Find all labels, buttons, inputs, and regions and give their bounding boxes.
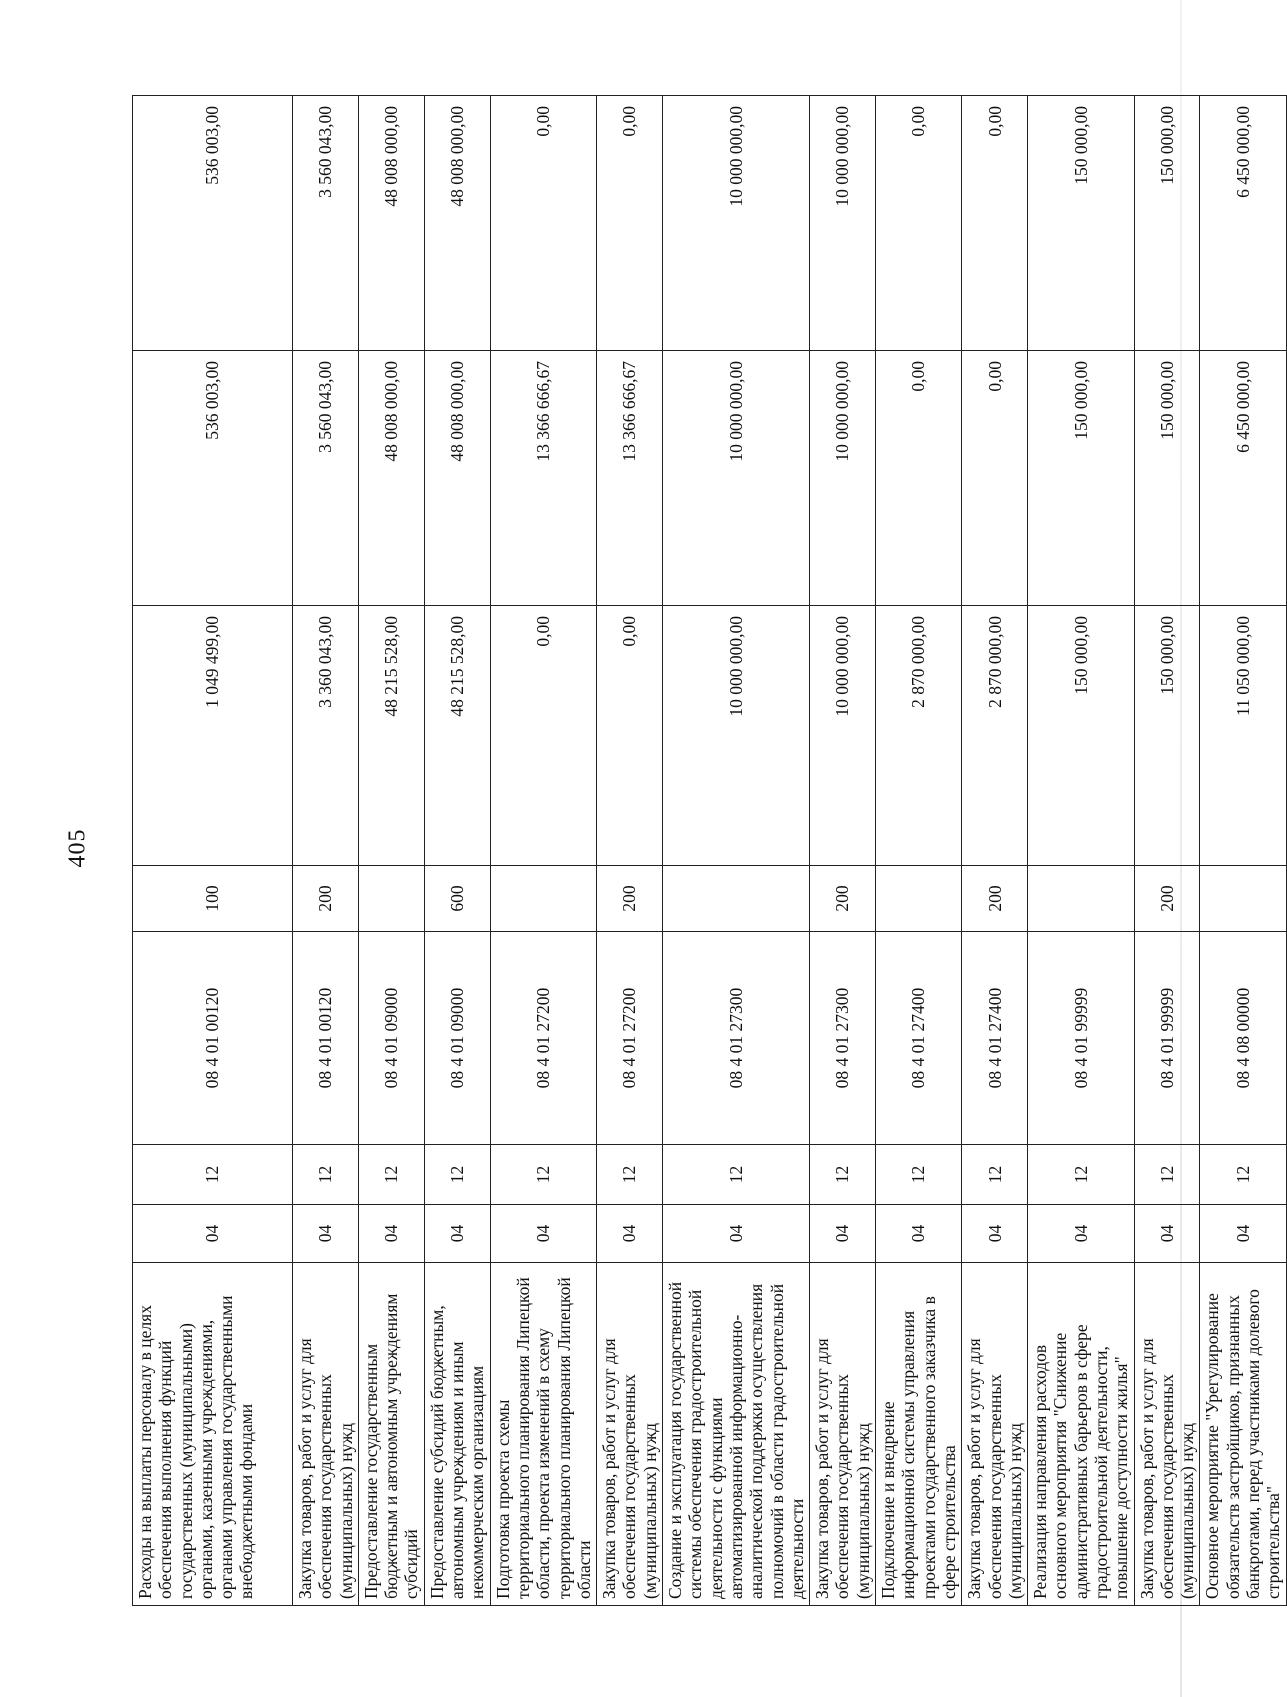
row-csr: 08 4 08 00000 [1200,932,1286,1145]
table-row [490,96,596,1606]
row-razdel: 04 [597,1205,663,1263]
row-vr: 200 [810,866,876,932]
row-podrazdel: 12 [424,1145,490,1205]
row-sum-2: 10 000 000,00 [810,351,876,606]
row-vr [663,866,810,932]
row-podrazdel: 12 [962,1145,1028,1205]
row-razdel: 04 [424,1205,490,1263]
page-number: 405 [64,828,91,868]
row-podrazdel: 12 [597,1145,663,1205]
row-podrazdel: 12 [490,1145,596,1205]
row-sum-2: 150 000,00 [1134,351,1200,606]
row-sum-2: 536 003,00 [133,351,293,606]
row-razdel: 04 [1134,1205,1200,1263]
row-razdel: 04 [1028,1205,1134,1263]
row-sum-2: 0,00 [962,351,1028,606]
row-sum-3: 0,00 [597,96,663,351]
row-razdel: 04 [293,1205,359,1263]
row-sum-2: 48 008 000,00 [424,351,490,606]
row-csr: 08 4 01 27200 [490,932,596,1145]
row-csr: 08 4 01 27200 [597,932,663,1145]
row-podrazdel: 12 [293,1145,359,1205]
row-sum-1: 10 000 000,00 [810,606,876,866]
row-csr: 08 4 01 09000 [358,932,424,1145]
row-name: Закупка товаров, работ и услуг для обеспечения государственных (муниципальных) нужд [962,1263,1028,1606]
row-sum-1: 0,00 [490,606,596,866]
row-csr: 08 4 01 27400 [962,932,1028,1145]
row-razdel: 04 [962,1205,1028,1263]
row-vr: 200 [597,866,663,932]
row-sum-3: 10 000 000,00 [810,96,876,351]
row-podrazdel: 12 [810,1145,876,1205]
table-row [663,96,810,1606]
table-row [133,96,293,1606]
row-razdel: 04 [133,1205,293,1263]
table-row [597,96,663,1606]
row-razdel: 04 [663,1205,810,1263]
row-vr [490,866,596,932]
row-vr: 100 [133,866,293,932]
row-sum-1: 2 870 000,00 [876,606,962,866]
row-sum-1: 1 049 499,00 [133,606,293,866]
row-name: Расходы на выплаты персоналу в целях обеспечения выполнения функций государственных (муниципальными) органами, казенными учреждениями, органами управления государственными внебюджетными фондами [133,1263,293,1606]
row-razdel: 04 [358,1205,424,1263]
row-podrazdel: 12 [1200,1145,1286,1205]
row-vr: 600 [424,866,490,932]
row-sum-1: 48 215 528,00 [424,606,490,866]
row-sum-2: 150 000,00 [1028,351,1134,606]
row-sum-1: 48 215 528,00 [358,606,424,866]
row-csr: 08 4 01 09000 [424,932,490,1145]
row-podrazdel: 12 [358,1145,424,1205]
table-row [876,96,962,1606]
row-razdel: 04 [490,1205,596,1263]
row-razdel: 04 [876,1205,962,1263]
row-name: Основное мероприятие "Урегулирование обязательств застройщиков, признанных банкротами, перед участниками долевого строительства" [1200,1263,1286,1606]
row-sum-2: 6 450 000,00 [1200,351,1286,606]
row-sum-1: 10 000 000,00 [663,606,810,866]
row-razdel: 04 [810,1205,876,1263]
row-sum-3: 48 008 000,00 [424,96,490,351]
row-name: Закупка товаров, работ и услуг для обеспечения государственных (муниципальных) нужд [810,1263,876,1606]
row-name: Предоставление субсидий бюджетным, автономным учреждениям и иным некоммерческим организациям [424,1263,490,1606]
row-csr: 08 4 01 27300 [663,932,810,1145]
row-vr: 200 [293,866,359,932]
row-sum-3: 536 003,00 [133,96,293,351]
row-csr: 08 4 01 00120 [293,932,359,1145]
row-podrazdel: 12 [133,1145,293,1205]
row-sum-1: 11 050 000,00 [1200,606,1286,866]
row-sum-3: 0,00 [876,96,962,351]
budget-table [132,95,1287,1606]
row-sum-2: 13 366 666,67 [490,351,596,606]
row-csr: 08 4 01 99999 [1028,932,1134,1145]
row-csr: 08 4 01 00120 [133,932,293,1145]
table-row [962,96,1028,1606]
row-sum-2: 10 000 000,00 [663,351,810,606]
row-sum-3: 150 000,00 [1028,96,1134,351]
table-row [810,96,876,1606]
row-podrazdel: 12 [663,1145,810,1205]
row-podrazdel: 12 [1134,1145,1200,1205]
row-csr: 08 4 01 27400 [876,932,962,1145]
row-sum-2: 13 366 666,67 [597,351,663,606]
row-sum-1: 150 000,00 [1028,606,1134,866]
row-razdel: 04 [1200,1205,1286,1263]
table-row [424,96,490,1606]
table-row [1200,96,1286,1606]
row-vr: 200 [962,866,1028,932]
row-name: Подготовка проекта схемы территориального планирования Липецкой области, проекта изменений в схему территориального планирования Липецкой области [490,1263,596,1606]
row-sum-3: 3 560 043,00 [293,96,359,351]
table-row [1028,96,1134,1606]
row-sum-1: 2 870 000,00 [962,606,1028,866]
row-sum-2: 3 560 043,00 [293,351,359,606]
row-csr: 08 4 01 99999 [1134,932,1200,1145]
row-sum-1: 0,00 [597,606,663,866]
row-sum-3: 48 008 000,00 [358,96,424,351]
row-name: Реализация направления расходов основного мероприятия "Снижение административных барьеров в сфере градостроительной деятельности, повышение доступности жилья" [1028,1263,1134,1606]
row-sum-3: 10 000 000,00 [663,96,810,351]
row-vr [358,866,424,932]
row-vr [1200,866,1286,932]
row-csr: 08 4 01 27300 [810,932,876,1145]
table-row [1134,96,1200,1606]
row-vr [1028,866,1134,932]
row-sum-3: 150 000,00 [1134,96,1200,351]
row-name: Подключение и внедрение информационной системы управления проектами государственного заказчика в сфере строительства [876,1263,962,1606]
row-sum-2: 48 008 000,00 [358,351,424,606]
row-sum-2: 0,00 [876,351,962,606]
table-body [133,96,1287,1606]
row-vr: 200 [1134,866,1200,932]
row-name: Создание и эксплуатация государственной системы обеспечения градостроительной деятельности с функциями автоматизированной информационно-аналитической поддержки осуществления полномочий в области градостроительной деятельности [663,1263,810,1606]
row-podrazdel: 12 [876,1145,962,1205]
row-podrazdel: 12 [1028,1145,1134,1205]
row-sum-3: 0,00 [962,96,1028,351]
row-name: Закупка товаров, работ и услуг для обеспечения государственных (муниципальных) нужд [597,1263,663,1606]
row-sum-1: 150 000,00 [1134,606,1200,866]
row-sum-1: 3 360 043,00 [293,606,359,866]
row-vr [876,866,962,932]
row-name: Предоставление государственным бюджетным и автономным учреждениям субсидий [358,1263,424,1606]
row-name: Закупка товаров, работ и услуг для обеспечения государственных (муниципальных) нужд [1134,1263,1200,1606]
table-row [293,96,359,1606]
row-name: Закупка товаров, работ и услуг для обеспечения государственных (муниципальных) нужд [293,1263,359,1606]
row-sum-3: 0,00 [490,96,596,351]
rotated-table-wrapper [132,96,1284,1606]
row-sum-3: 6 450 000,00 [1200,96,1286,351]
table-row [358,96,424,1606]
